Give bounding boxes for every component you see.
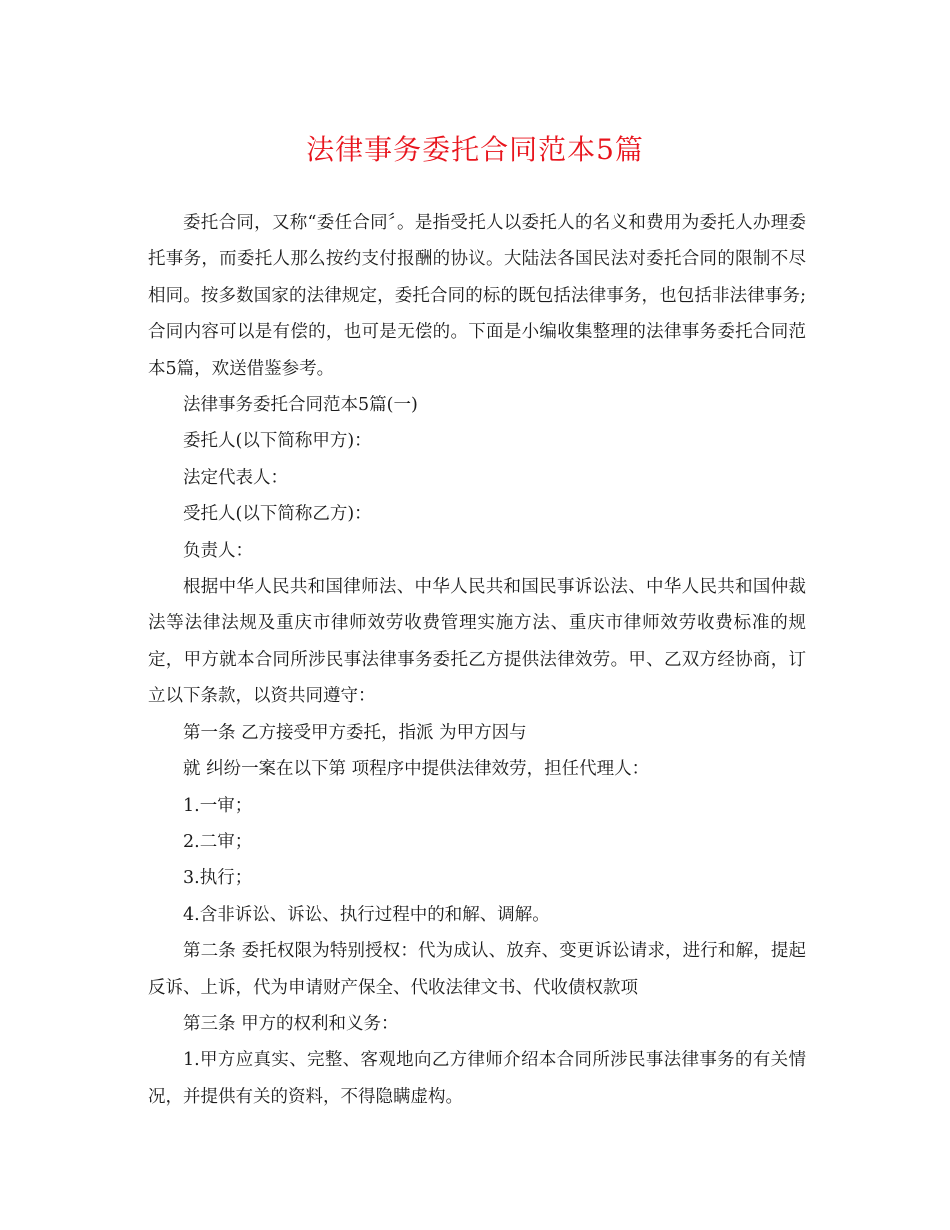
list-item: 2.二审； [183,831,253,852]
client-line: 委托人(以下简称甲方)： [183,431,372,452]
article-3-item-1: 1.甲方应真实、完整、客观地向乙方律师介绍本合同所涉民事法律事务的有关情况，并提供有关的资料，不得隐瞒虚构。 [148,1050,806,1107]
legal-representative-line: 法定代表人： [183,467,288,488]
preamble-paragraph: 根据中华人民共和国律师法、中华人民共和国民事诉讼法、中华人民共和国仲裁法等法律法规及重庆市律师效劳收费管理实施方法、重庆市律师效劳收费标准的规定，甲方就本合同所涉民事法律事务委托乙方提供法律效劳。甲、乙双方经协商，订立以下条款，以资共同遵守： [148,577,806,707]
article-3-heading: 第三条 甲方的权利和义务： [183,1013,399,1034]
list-item: 3.执行； [183,868,253,889]
list-item: 1.一审； [183,795,253,816]
article-1-scope-line: 就 纠纷一案在以下第 项程序中提供法律效劳，担任代理人： [183,759,650,780]
document-title: 法律事务委托合同范本5篇 [306,133,644,166]
article-1-line: 第一条 乙方接受甲方委托，指派 为甲方因与 [183,722,527,743]
intro-paragraph: 委托合同，又称“委任合同〞。是指受托人以委托人的名义和费用为委托人办理委托事务，而委托人那么按约支付报酬的协议。大陆法各国民法对委托合同的限制不尽相同。按多数国家的法律规定，委托合同的标的既包括法律事务，也包括非法律事务;合同内容可以是有偿的，也可是无偿的。下面是小编收集整理的法律事务委托合同范本5篇，欢送借鉴参考。 [148,213,806,379]
document-body [148,205,806,1115]
section-heading: 法律事务委托合同范本5篇(一) [183,395,418,416]
list-item: 4.含非诉讼、诉讼、执行过程中的和解、调解。 [183,904,550,925]
trustee-line: 受托人(以下简称乙方)： [183,504,372,525]
responsible-person-line: 负责人： [183,540,253,561]
article-2-paragraph: 第二条 委托权限为特别授权：代为成认、放弃、变更诉讼请求，进行和解，提起反诉、上诉，代为申请财产保全、代收法律文书、代收债权款项 [148,941,806,998]
